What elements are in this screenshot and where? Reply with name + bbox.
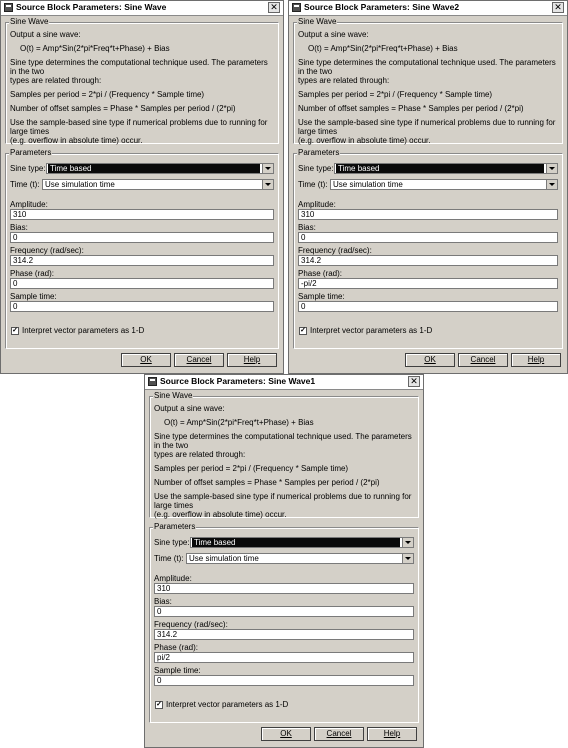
field-label: Frequency (rad/sec): [298, 246, 372, 255]
cancel-button-label: Cancel [470, 355, 496, 364]
close-button[interactable]: ✕ [552, 2, 564, 13]
field-label: Frequency (rad/sec): [10, 246, 84, 255]
ok-button[interactable] [405, 353, 455, 367]
chevron-down-icon[interactable] [262, 180, 273, 189]
block-parameters-dialog [144, 374, 424, 748]
field-label: Sample time: [10, 292, 57, 301]
ok-button-label: OK [424, 355, 436, 364]
chevron-down-icon[interactable] [262, 164, 273, 173]
field-label: Bias: [154, 597, 172, 606]
ok-button[interactable] [261, 727, 311, 741]
param-input[interactable]: 0 [298, 232, 558, 243]
cancel-button[interactable] [314, 727, 364, 741]
description-line: Use the sample-based sine type if numerical problems due to running for large times (e.g. overflow in absolute time) occur. [10, 118, 268, 145]
param-input[interactable]: 0 [154, 606, 414, 617]
param-input[interactable]: 0 [298, 301, 558, 312]
block-parameters-dialog [288, 0, 568, 374]
description-line: Number of offset samples = Phase * Samples per period / (2*pi) [298, 104, 524, 113]
param-input[interactable]: -pi/2 [298, 278, 558, 289]
sine-formula: O(t) = Amp*Sin(2*pi*Freq*t+Phase) + Bias [164, 418, 314, 427]
field-label: Amplitude: [10, 200, 48, 209]
description-line: Number of offset samples = Phase * Samples per period / (2*pi) [10, 104, 236, 113]
field-label: Phase (rad): [154, 643, 199, 652]
help-button[interactable] [511, 353, 561, 367]
param-input[interactable]: 0 [10, 301, 274, 312]
help-button-label: Help [243, 355, 261, 364]
description-line: Sine type determines the computational technique used. The parameters in the two types are related through: [10, 58, 268, 85]
dialog-title: Source Block Parameters: Sine Wave2 [304, 2, 460, 12]
sine-type-dropdown[interactable] [190, 537, 414, 548]
field-label: Sample time: [298, 292, 345, 301]
param-input[interactable]: 0 [10, 232, 274, 243]
time-value: Use simulation time [189, 554, 259, 563]
field-label: Sample time: [154, 666, 201, 675]
param-input[interactable]: 314.2 [298, 255, 558, 266]
description-line: Use the sample-based sine type if numerical problems due to running for large times (e.g. overflow in absolute time) occur. [154, 492, 412, 519]
description-line: Output a sine wave: [154, 404, 225, 413]
help-button-label: Help [383, 729, 401, 738]
group-title: Parameters [10, 148, 52, 157]
sine-type-value: Time based [336, 164, 544, 173]
param-input[interactable]: pi/2 [154, 652, 414, 663]
sine-type-dropdown[interactable] [334, 163, 558, 174]
title-bar[interactable] [289, 1, 567, 16]
param-input[interactable]: 310 [298, 209, 558, 220]
time-dropdown[interactable] [186, 553, 414, 564]
sine-wave-group [5, 17, 279, 145]
simulink-block-icon [4, 3, 13, 12]
interpret-vector-checkbox[interactable]: ✓ [12, 327, 18, 334]
sine-type-label: Sine type: [298, 164, 334, 173]
cancel-button[interactable] [174, 353, 224, 367]
group-title: Sine Wave [154, 391, 193, 400]
group-title: Parameters [154, 522, 196, 531]
parameters-group [293, 148, 563, 349]
group-title: Parameters [298, 148, 340, 157]
help-button[interactable] [367, 727, 417, 741]
field-label: Bias: [298, 223, 316, 232]
dialog-title: Source Block Parameters: Sine Wave1 [160, 376, 316, 386]
param-input[interactable]: 314.2 [10, 255, 274, 266]
chevron-down-icon[interactable] [546, 180, 557, 189]
help-button-label: Help [527, 355, 545, 364]
param-input[interactable]: 0 [10, 278, 274, 289]
description-line: Output a sine wave: [298, 30, 369, 39]
param-input[interactable]: 310 [10, 209, 274, 220]
cancel-button-label: Cancel [186, 355, 212, 364]
block-description [10, 30, 274, 145]
description-line: Samples per period = 2*pi / (Frequency * Sample time) [298, 90, 493, 99]
sine-wave-group [293, 17, 563, 145]
simulink-block-icon [292, 3, 301, 12]
time-value: Use simulation time [45, 180, 115, 189]
simulink-block-icon [148, 377, 157, 386]
field-label: Phase (rad): [298, 269, 343, 278]
time-dropdown[interactable] [330, 179, 558, 190]
title-bar[interactable] [1, 1, 283, 16]
description-line: Samples per period = 2*pi / (Frequency * Sample time) [10, 90, 205, 99]
group-title: Sine Wave [298, 17, 337, 26]
sine-formula: O(t) = Amp*Sin(2*pi*Freq*t+Phase) + Bias [308, 44, 458, 53]
time-value: Use simulation time [333, 180, 403, 189]
sine-wave-group [149, 391, 419, 519]
chevron-down-icon[interactable] [402, 554, 413, 563]
param-input[interactable]: 310 [154, 583, 414, 594]
block-description [154, 404, 414, 519]
description-line: Number of offset samples = Phase * Samples per period / (2*pi) [154, 478, 380, 487]
time-dropdown[interactable] [42, 179, 274, 190]
cancel-button[interactable] [458, 353, 508, 367]
sine-type-label: Sine type: [154, 538, 190, 547]
time-label: Time (t): [154, 554, 184, 563]
checkbox-label: Interpret vector parameters as 1-D [22, 326, 145, 335]
field-label: Amplitude: [298, 200, 336, 209]
checkbox-label: Interpret vector parameters as 1-D [310, 326, 433, 335]
field-label: Amplitude: [154, 574, 192, 583]
sine-formula: O(t) = Amp*Sin(2*pi*Freq*t+Phase) + Bias [20, 44, 170, 53]
ok-button-label: OK [280, 729, 292, 738]
dialog-title: Source Block Parameters: Sine Wave [16, 2, 167, 12]
cancel-button-label: Cancel [326, 729, 352, 738]
time-label: Time (t): [10, 180, 40, 189]
block-description [298, 30, 558, 145]
sine-type-label: Sine type: [10, 164, 46, 173]
close-button[interactable]: ✕ [268, 2, 280, 13]
description-line: Sine type determines the computational technique used. The parameters in the two types are related through: [154, 432, 412, 459]
parameters-group [149, 522, 419, 723]
parameters-group [5, 148, 279, 349]
sine-type-dropdown[interactable] [46, 163, 274, 174]
interpret-vector-checkbox[interactable]: ✓ [300, 327, 306, 334]
description-line: Output a sine wave: [10, 30, 81, 39]
help-button[interactable] [227, 353, 277, 367]
sine-type-value: Time based [48, 164, 260, 173]
field-label: Bias: [10, 223, 28, 232]
title-bar[interactable] [145, 375, 423, 390]
sine-type-value: Time based [192, 538, 400, 547]
param-input[interactable]: 0 [154, 675, 414, 686]
interpret-vector-checkbox[interactable]: ✓ [156, 701, 162, 708]
description-line: Use the sample-based sine type if numerical problems due to running for large times (e.g. overflow in absolute time) occur. [298, 118, 556, 145]
group-title: Sine Wave [10, 17, 49, 26]
field-label: Frequency (rad/sec): [154, 620, 228, 629]
block-parameters-dialog [0, 0, 284, 374]
description-line: Samples per period = 2*pi / (Frequency * Sample time) [154, 464, 349, 473]
param-input[interactable]: 314.2 [154, 629, 414, 640]
ok-button[interactable] [121, 353, 171, 367]
checkbox-label: Interpret vector parameters as 1-D [166, 700, 289, 709]
time-label: Time (t): [298, 180, 328, 189]
close-button[interactable]: ✕ [408, 376, 420, 387]
field-label: Phase (rad): [10, 269, 55, 278]
description-line: Sine type determines the computational technique used. The parameters in the two types are related through: [298, 58, 556, 85]
ok-button-label: OK [140, 355, 152, 364]
chevron-down-icon[interactable] [546, 164, 557, 173]
chevron-down-icon[interactable] [402, 538, 413, 547]
